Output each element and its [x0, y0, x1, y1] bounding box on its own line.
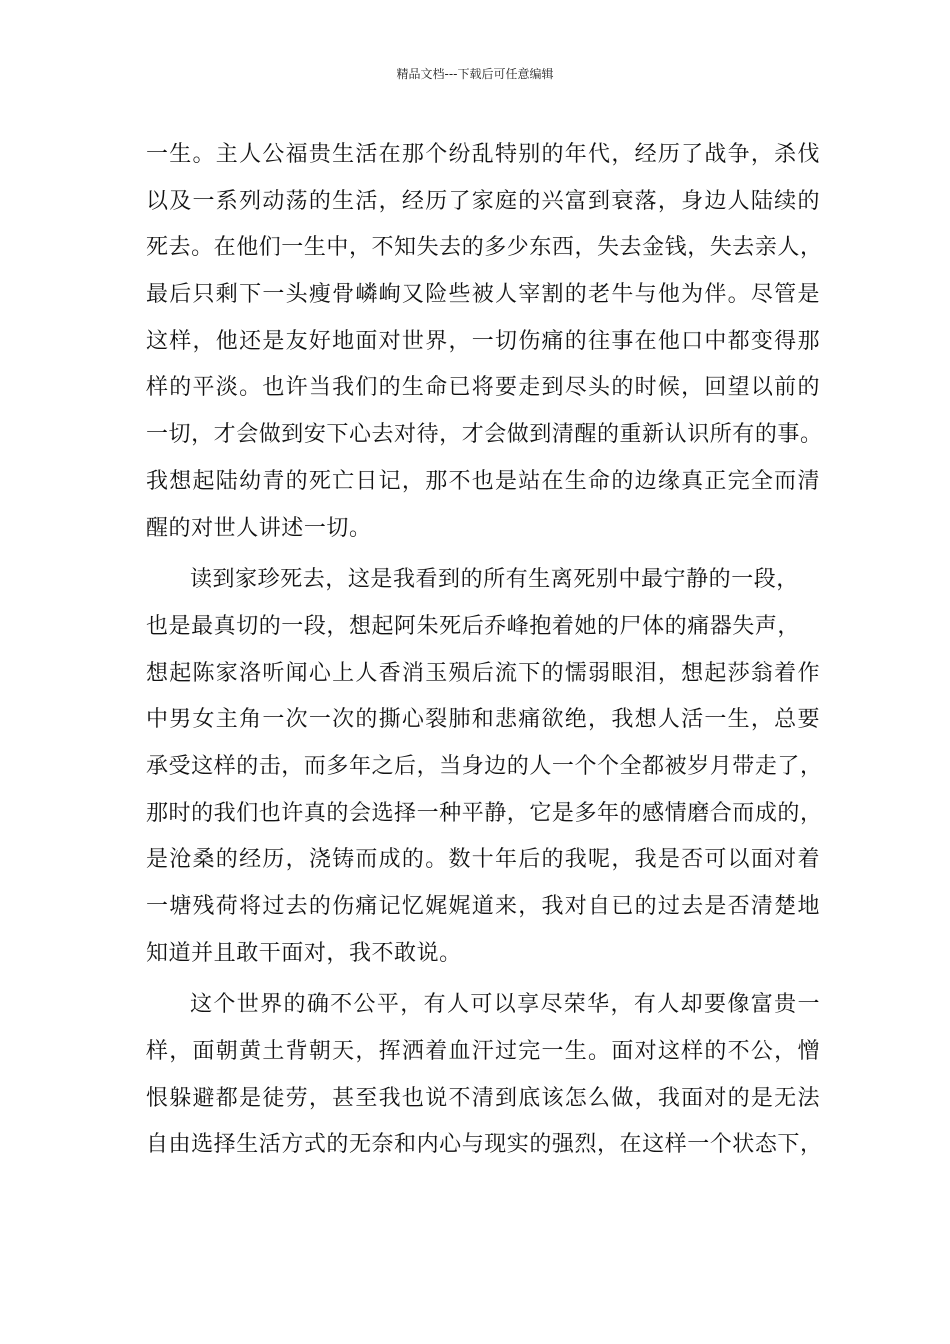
paragraph: [146, 557, 823, 977]
text-line: 一切，才会做到安下心去对待，才会做到清醒的重新认识所有的事。: [146, 422, 823, 448]
text-line: 承受这样的击，而多年之后，当身边的人一个个全都被岁月带走了，: [146, 753, 823, 779]
text-line: 醒的对世人讲述一切。: [146, 515, 372, 541]
text-line: 是沧桑的经历，浇铸而成的。数十年后的我呢，我是否可以面对着: [146, 847, 820, 873]
text-line: 最后只剩下一头瘦骨嶙峋又险些被人宰割的老牛与他为伴。尽管是: [146, 282, 820, 308]
text-line: 那时的我们也许真的会选择一种平静，它是多年的感情磨合而成的，: [146, 800, 823, 826]
text-line: 这个世界的确不公平，有人可以享尽荣华，有人却要像富贵一: [190, 992, 820, 1018]
text-line: 中男女主角一次一次的撕心裂肺和悲痛欲绝，我想人活一生，总要: [146, 707, 820, 733]
text-line: 自由选择生活方式的无奈和内心与现实的强烈，在这样一个状态下，: [146, 1132, 823, 1158]
text-line: 想起陈家洛听闻心上人香消玉殒后流下的懦弱眼泪，想起莎翁着作: [146, 660, 820, 686]
text-line: 以及一系列动荡的生活，经历了家庭的兴富到衰落，身边人陆续的: [146, 188, 820, 214]
text-line: 样，面朝黄土背朝天，挥洒着血汗过完一生。面对这样的不公，憎: [146, 1039, 820, 1065]
text-line: 样的平淡。也许当我们的生命已将要走到尽头的时候，回望以前的: [146, 375, 820, 401]
document-body: [146, 132, 823, 1169]
text-line: 读到家珍死去，这是我看到的所有生离死别中最宁静的一段，: [190, 567, 799, 593]
text-line: 也是最真切的一段，想起阿朱死后乔峰抱着她的尸体的痛器失声，: [146, 613, 800, 639]
paragraph: [146, 982, 823, 1169]
page-header: 精品文档---下载后可任意编辑: [396, 67, 554, 81]
text-line: 我想起陆幼青的死亡日记，那不也是站在生命的边缘真正完全而清: [146, 468, 820, 494]
text-line: 这样，他还是友好地面对世界，一切伤痛的往事在他口中都变得那: [146, 328, 820, 354]
text-line: 恨躲避都是徒劳，甚至我也说不清到底该怎么做，我面对的是无法: [146, 1085, 820, 1111]
text-line: 一塘残荷将过去的伤痛记忆娓娓道来，我对自已的过去是否清楚地: [146, 894, 820, 919]
text-line: 死去。在他们一生中，不知失去的多少东西，失去金钱，失去亲人，: [146, 235, 823, 261]
text-line: 一生。主人公福贵生活在那个纷乱特别的年代，经历了战争，杀伐: [146, 142, 820, 167]
paragraph: [146, 132, 823, 552]
text-line: 知道并且敢干面对，我不敢说。: [146, 940, 462, 966]
